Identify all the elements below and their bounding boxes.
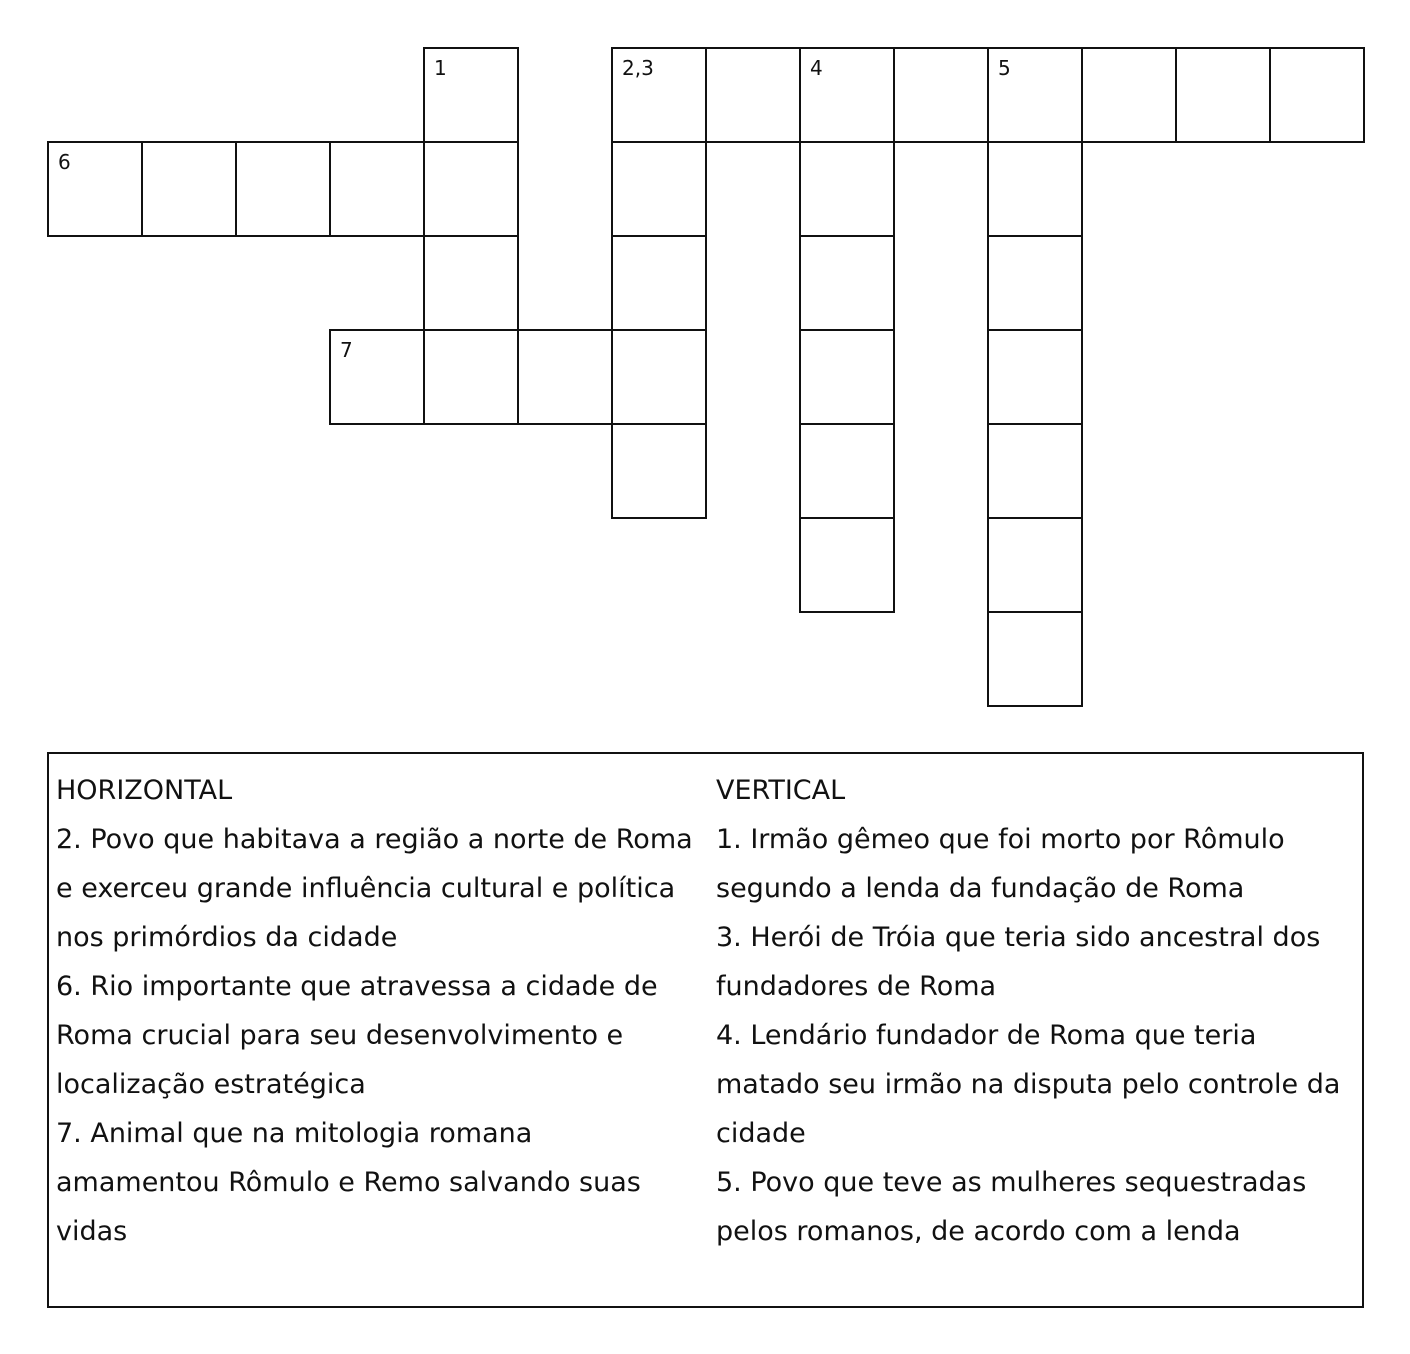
cell-number: 1 <box>434 56 447 80</box>
crossword-cell[interactable] <box>329 329 425 425</box>
clue-vertical-3: 3. Herói de Tróia que teria sido ancestral dos fundadores de Roma <box>716 922 1321 1002</box>
crossword-cell[interactable] <box>987 517 1083 613</box>
crossword-cell[interactable] <box>987 329 1083 425</box>
crossword-cell[interactable] <box>705 47 801 143</box>
crossword-cell[interactable] <box>611 423 707 519</box>
crossword-cell[interactable] <box>611 235 707 331</box>
crossword-cell[interactable] <box>517 329 613 425</box>
cell-number: 4 <box>810 56 823 80</box>
crossword-cell[interactable] <box>423 235 519 331</box>
crossword-cell[interactable] <box>987 423 1083 519</box>
clue-horizontal-7: 7. Animal que na mitologia romana amamentou Rômulo e Remo salvando suas vidas <box>56 1118 641 1247</box>
crossword-cell[interactable] <box>799 329 895 425</box>
vertical-clues <box>716 766 1352 1256</box>
clue-vertical-4: 4. Lendário fundador de Roma que teria matado seu irmão na disputa pelo controle da cidade <box>716 1020 1341 1149</box>
crossword-cell[interactable] <box>611 141 707 237</box>
crossword-cell[interactable] <box>1081 47 1177 143</box>
crossword-cell[interactable] <box>141 141 237 237</box>
crossword-cell[interactable] <box>799 235 895 331</box>
cell-number: 5 <box>998 56 1011 80</box>
crossword-cell[interactable] <box>329 141 425 237</box>
crossword-cell[interactable] <box>987 235 1083 331</box>
cell-number: 7 <box>340 338 353 362</box>
cell-number: 6 <box>58 150 71 174</box>
crossword-cell[interactable] <box>611 47 707 143</box>
crossword-cell[interactable] <box>799 47 895 143</box>
crossword-cell[interactable] <box>987 47 1083 143</box>
horizontal-heading: HORIZONTAL <box>56 775 233 806</box>
clue-vertical-5: 5. Povo que teve as mulheres sequestradas pelos romanos, de acordo com a lenda <box>716 1167 1307 1247</box>
crossword-cell[interactable] <box>423 141 519 237</box>
clues-box <box>47 752 1364 1308</box>
cell-number: 2,3 <box>622 56 654 80</box>
crossword-cell[interactable] <box>987 611 1083 707</box>
vertical-heading: VERTICAL <box>716 775 846 806</box>
crossword-cell[interactable] <box>799 141 895 237</box>
crossword-cell[interactable] <box>1269 47 1365 143</box>
crossword-cell[interactable] <box>893 47 989 143</box>
crossword-cell[interactable] <box>235 141 331 237</box>
clue-horizontal-2: 2. Povo que habitava a região a norte de Roma e exerceu grande influência cultural e política nos primórdios da cidade <box>56 824 693 953</box>
crossword-cell[interactable] <box>611 329 707 425</box>
crossword-cell[interactable] <box>47 141 143 237</box>
crossword-cell[interactable] <box>987 141 1083 237</box>
horizontal-clues <box>56 766 696 1256</box>
crossword-cell[interactable] <box>1175 47 1271 143</box>
clue-horizontal-6: 6. Rio importante que atravessa a cidade de Roma crucial para seu desenvolvimento e localização estratégica <box>56 971 658 1100</box>
crossword-cell[interactable] <box>799 517 895 613</box>
crossword-cell[interactable] <box>799 423 895 519</box>
clue-vertical-1: 1. Irmão gêmeo que foi morto por Rômulo segundo a lenda da fundação de Roma <box>716 824 1285 904</box>
crossword-cell[interactable] <box>423 47 519 143</box>
crossword-cell[interactable] <box>423 329 519 425</box>
